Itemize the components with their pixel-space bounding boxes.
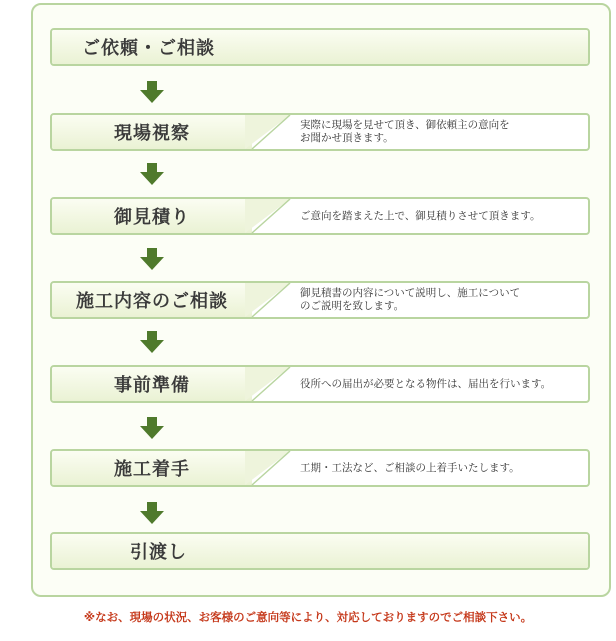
step-title: 引渡し (52, 534, 588, 568)
down-arrow-icon (140, 163, 164, 185)
down-arrow-icon (140, 417, 164, 439)
step-title: 現場視察 (52, 115, 252, 149)
down-arrow-icon (140, 502, 164, 524)
step-title: 施工着手 (52, 451, 252, 485)
separator-slash (245, 451, 305, 485)
step-title: ご依頼・ご相談 (52, 30, 588, 64)
step-description: 実際に現場を見せて頂き、御依頼主の意向を お聞かせ頂きます。 (300, 119, 510, 144)
step-construction-start (50, 449, 590, 487)
step-title: 事前準備 (52, 367, 252, 401)
separator-slash (245, 367, 305, 401)
step-preparation (50, 365, 590, 403)
down-arrow-icon (140, 81, 164, 103)
footnote: ※なお、現場の状況、お客様のご意向等により、対応しておりますのでご相談下さい。 (83, 610, 533, 624)
separator-slash (245, 199, 305, 233)
step-description: ご意向を踏まえた上で、御見積りさせて頂きます。 (300, 209, 541, 222)
step-estimate (50, 197, 590, 235)
step-description: 役所への届出が必要となる物件は、届出を行います。 (300, 377, 552, 390)
separator-slash (245, 115, 305, 149)
down-arrow-icon (140, 331, 164, 353)
down-arrow-icon (140, 248, 164, 270)
separator-slash (245, 283, 305, 317)
step-request (50, 28, 590, 66)
step-description: 御見積書の内容について説明し、施工について のご説明を致します。 (300, 287, 521, 312)
step-description: 工期・工法など、ご相談の上着手いたします。 (300, 461, 520, 474)
step-construction-consultation (50, 281, 590, 319)
step-handover (50, 532, 590, 570)
step-site-inspection (50, 113, 590, 151)
step-title: 御見積り (52, 199, 252, 233)
step-title: 施工内容のご相談 (52, 283, 252, 317)
